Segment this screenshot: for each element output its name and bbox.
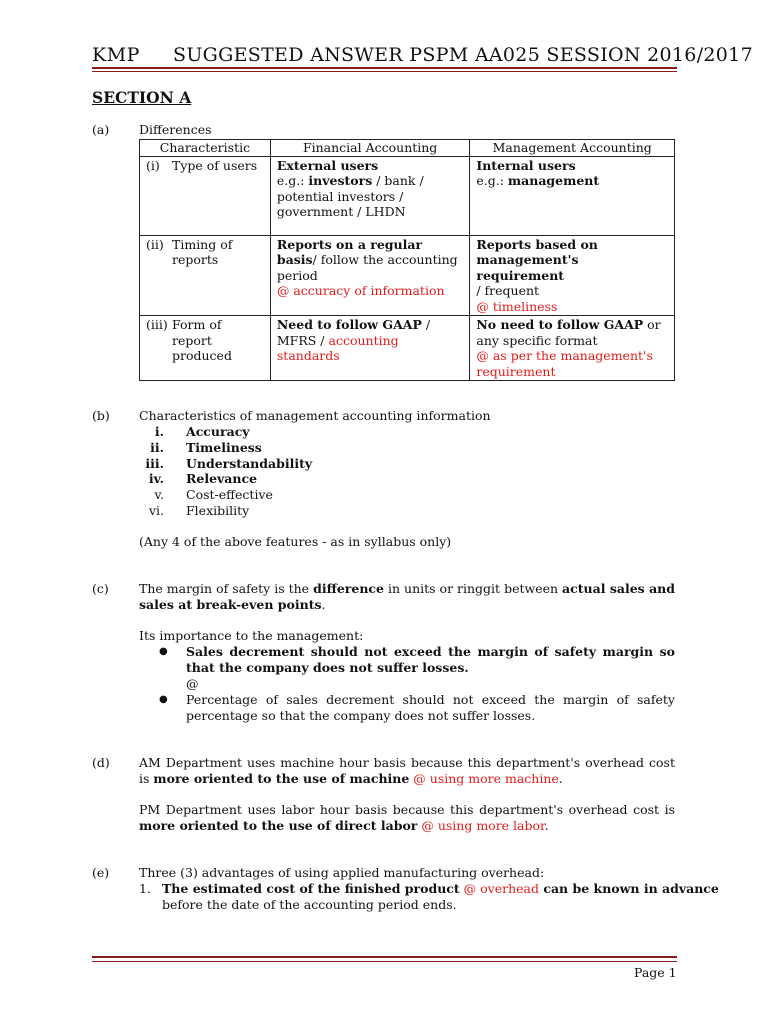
e-bold: The estimated cost of the finished product bbox=[162, 881, 460, 896]
list-num: i. bbox=[154, 424, 164, 439]
table-row bbox=[140, 156, 675, 235]
ma-text: or any specific format bbox=[476, 317, 661, 348]
label-d: (d) bbox=[92, 755, 110, 770]
d-paragraph-1 bbox=[139, 755, 675, 787]
header-rule-thin bbox=[92, 71, 677, 72]
e-red: @ overhead bbox=[459, 881, 539, 896]
ma-red: @ timeliness bbox=[476, 298, 558, 314]
d-text: . bbox=[558, 771, 563, 786]
d-red: @ using more labor bbox=[417, 818, 545, 833]
e-item-1 bbox=[162, 881, 719, 897]
e-heading: Three (3) advantages of using applied manufacturing overhead: bbox=[139, 865, 545, 880]
d-bold: more oriented to the use of direct labor bbox=[139, 818, 418, 833]
footer-rule bbox=[92, 956, 677, 958]
table-row bbox=[140, 316, 675, 381]
label-e: (e) bbox=[92, 865, 110, 880]
col-header: Management Accounting bbox=[470, 140, 675, 157]
bullet-icon: ● bbox=[159, 694, 168, 705]
list-num: vi. bbox=[148, 503, 164, 518]
ma-text: e.g.: bbox=[476, 173, 508, 188]
d-text: PM Department uses labor hour basis because this department's overhead cost is bbox=[139, 802, 675, 817]
label-b: (b) bbox=[92, 408, 110, 423]
row-char: Type of users bbox=[172, 157, 258, 173]
c-text: in units or ringgit between bbox=[383, 581, 563, 596]
c-text: . bbox=[321, 597, 326, 612]
list-item: Timeliness bbox=[186, 440, 262, 455]
row-char: Form of report produced bbox=[172, 317, 232, 363]
table-header-row bbox=[140, 140, 675, 157]
c-text: The margin of safety is the bbox=[139, 581, 314, 596]
c-bullet-2: Percentage of sales decrement should not exceed the margin of safety percentage so that the company does not suffer losses. bbox=[186, 692, 675, 723]
fa-text: / MFRS / bbox=[276, 317, 431, 348]
header-left: KMP bbox=[92, 44, 140, 66]
fa-bold: External users bbox=[276, 157, 379, 173]
row-char: Timing of reports bbox=[172, 236, 233, 267]
fa-text2: / bank / potential investors / government / LHDN bbox=[276, 173, 424, 219]
list-num: ii. bbox=[150, 440, 164, 455]
label-c: (c) bbox=[92, 581, 109, 596]
differences-table bbox=[139, 139, 675, 381]
a-heading: Differences bbox=[139, 122, 212, 137]
d-bold: more oriented to the use of machine bbox=[153, 771, 410, 786]
list-item: Understandability bbox=[186, 456, 313, 471]
ma-bold: Reports based on management's requirement bbox=[476, 236, 598, 283]
header-rule bbox=[92, 67, 677, 69]
fa-text: / follow the accounting period bbox=[276, 252, 458, 283]
bullet-icon: ● bbox=[159, 646, 168, 657]
list-item: Cost-effective bbox=[186, 487, 273, 502]
ma-bold: No need to follow GAAP bbox=[476, 317, 644, 332]
d-paragraph-2 bbox=[139, 802, 675, 834]
list-num: iv. bbox=[148, 471, 164, 486]
d-text: . bbox=[544, 818, 549, 833]
header-title: SUGGESTED ANSWER PSPM AA025 SESSION 2016/2017 bbox=[173, 44, 753, 66]
b-note: (Any 4 of the above features - as in syllabus only) bbox=[139, 534, 452, 549]
row-num: (ii) bbox=[146, 236, 164, 252]
label-a: (a) bbox=[92, 122, 110, 137]
section-title: SECTION A bbox=[92, 88, 192, 107]
d-text: AM Department uses machine hour basis because this department's overhead cost is bbox=[139, 755, 675, 786]
col-header: Financial Accounting bbox=[270, 140, 470, 157]
ma-text: / frequent bbox=[476, 283, 540, 298]
footer-rule-thin bbox=[92, 961, 677, 962]
row-num: (i) bbox=[146, 157, 160, 173]
d-red: @ using more machine bbox=[409, 771, 559, 786]
list-item: Relevance bbox=[186, 471, 258, 486]
col-header: Characteristic bbox=[140, 140, 271, 157]
page-number: Page 1 bbox=[634, 965, 677, 980]
c-bold: difference bbox=[313, 581, 384, 596]
c-bullet-1: Sales decrement should not exceed the margin of safety margin so that the company does not suffer losses. bbox=[186, 644, 675, 675]
list-item: Accuracy bbox=[186, 424, 250, 439]
e-bold: can be known in advance bbox=[538, 881, 719, 896]
fa-red: accounting standards bbox=[276, 332, 399, 363]
fa-bold2: investors bbox=[308, 173, 373, 188]
c-bold: actual sales and sales at break-even points bbox=[139, 581, 675, 612]
row-num: (iii) bbox=[146, 317, 168, 332]
e-item-num: 1. bbox=[139, 881, 151, 896]
list-item: Flexibility bbox=[186, 503, 250, 518]
ma-red: @ as per the management's requirement bbox=[476, 348, 653, 379]
e-item-1-cont: before the date of the accounting period ends. bbox=[162, 897, 457, 912]
list-num: iii. bbox=[145, 456, 164, 471]
ma-bold: Internal users bbox=[476, 157, 576, 173]
table-row bbox=[140, 235, 675, 316]
c-importance: Its importance to the management: bbox=[139, 628, 364, 643]
ma-bold2: management bbox=[507, 173, 600, 188]
c-at: @ bbox=[186, 676, 199, 691]
b-heading: Characteristics of management accounting information bbox=[139, 408, 491, 423]
fa-red: @ accuracy of information bbox=[276, 283, 445, 298]
c-paragraph bbox=[139, 581, 675, 613]
fa-text: e.g.: bbox=[276, 173, 309, 188]
fa-bold: Need to follow GAAP bbox=[276, 317, 422, 332]
list-num: v. bbox=[154, 487, 164, 502]
fa-bold: Reports on a regular basis bbox=[276, 236, 423, 267]
